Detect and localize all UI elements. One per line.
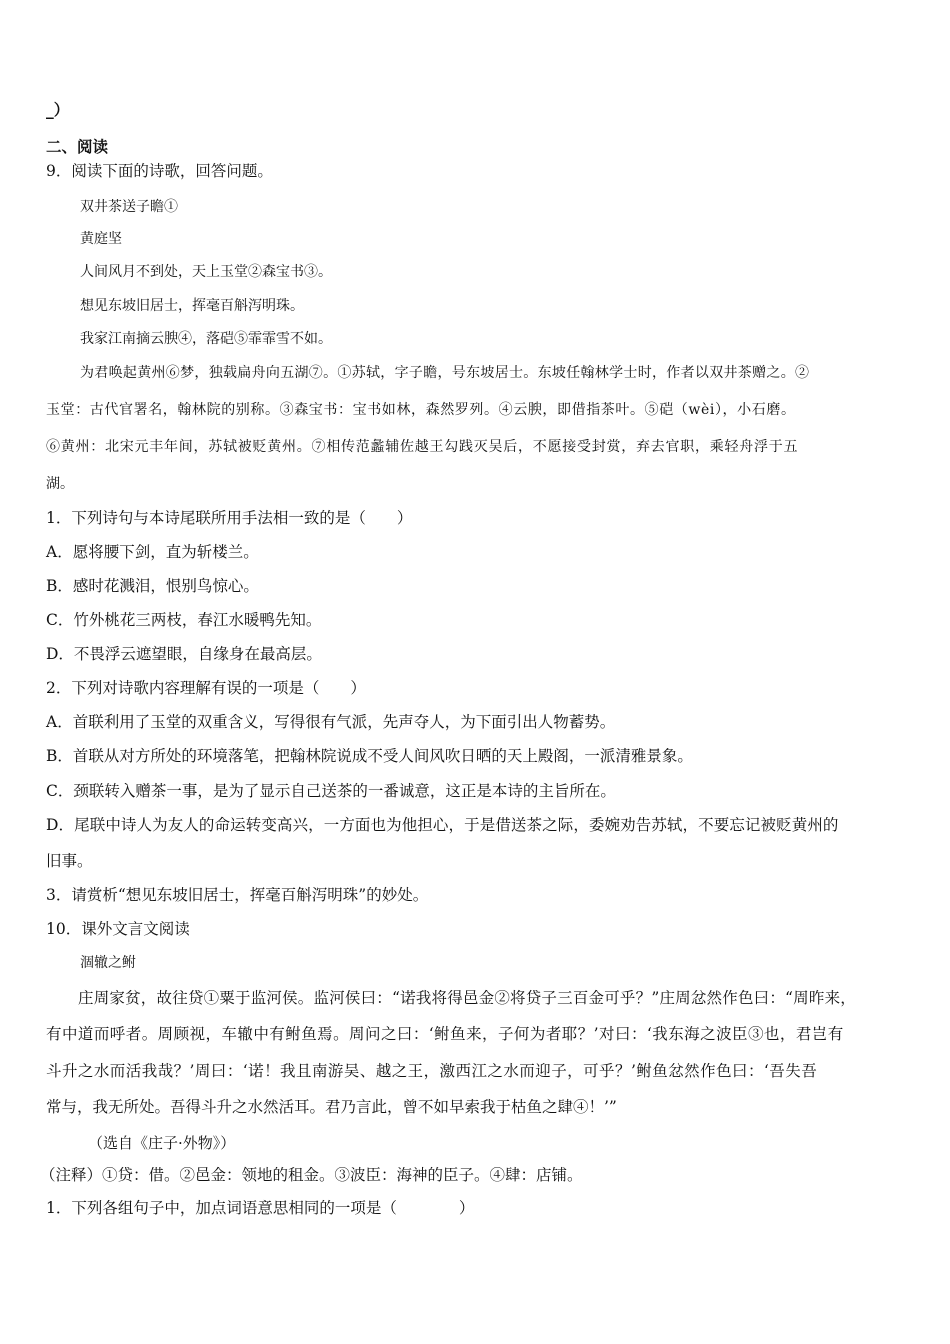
- poem-notes-line: 玉堂：古代官署名，翰林院的别称。③森宝书：宝书如林，森然罗列。④云腴，即借指茶叶。⑤硙（wèi），小石磨。: [46, 402, 796, 418]
- option-d: D．不畏浮云遮望眼，自缘身在最高层。: [46, 645, 322, 663]
- option-c: C．竹外桃花三两枝，春江水暖鸭先知。: [46, 611, 322, 629]
- poem-notes-line: 湖。: [46, 476, 74, 492]
- q9-sub1-question: 1．下列诗句与本诗尾联所用手法相一致的是（ ）: [46, 509, 413, 527]
- passage-line: 有中道而呼者。周顾视，车辙中有鲋鱼焉。周问之曰：‘鲋鱼来，子何为者耶？’对曰：‘我东海之波臣③也，君岂有: [46, 1025, 844, 1043]
- section-title: 二、阅读: [46, 137, 109, 156]
- passage-source: （选自《庄子·外物》）: [88, 1134, 236, 1152]
- passage-line: 常与，我无所处。吾得斗升之水然活耳。君乃言此，曾不如早索我于枯鱼之肆④！’”: [46, 1098, 617, 1116]
- poem-notes-line: 为君唤起黄州⑥梦，独载扁舟向五湖⑦。①苏轼，字子瞻，号东坡居士。东坡任翰林学士时，作者以双井茶赠之。②: [80, 365, 810, 381]
- poem-notes-line: ⑥黄州：北宋元丰年间，苏轼被贬黄州。⑦相传范蠡辅佐越王勾践灭吴后，不愿接受封赏，弃去官职，乘轻舟浮于五: [46, 439, 799, 455]
- poem-line: 我家江南摘云腴④，落硙⑤霏霏雪不如。: [80, 331, 332, 347]
- option-b: B．首联从对方所处的环境落笔，把翰林院说成不受人间风吹日晒的天上殿阁，一派清雅景象。: [46, 747, 693, 765]
- q9-stem: 9．阅读下面的诗歌，回答问题。: [46, 162, 273, 180]
- q10-stem: 10．课外文言文阅读: [46, 920, 190, 938]
- poem-line: 想见东坡旧居士，挥毫百斛泻明珠。: [80, 298, 304, 314]
- q10-sub1-question: 1．下列各组句子中，加点词语意思相同的一项是（ ）: [46, 1199, 475, 1217]
- option-c: C．颈联转入赠茶一事，是为了显示自己送茶的一番诚意，这正是本诗的主旨所在。: [46, 782, 616, 800]
- poem-title: 双井茶送子瞻①: [80, 199, 178, 215]
- poem-line: 人间风月不到处，天上玉堂②森宝书③。: [80, 264, 332, 280]
- option-a: A．愿将腰下剑，直为斩楼兰。: [46, 543, 259, 561]
- q9-sub3-question: 3．请赏析“想见东坡旧居士，挥毫百斛泻明珠”的妙处。: [46, 886, 429, 904]
- option-d-continued: 旧事。: [46, 852, 93, 870]
- passage-title: 涸辙之鲋: [80, 955, 136, 971]
- passage-line: 斗升之水而活我哉？’周曰：‘诺！我且南游吴、越之王，激西江之水而迎子，可乎？’鲋鱼忿然作色曰：‘吾失吾: [46, 1062, 818, 1080]
- option-a: A．首联利用了玉堂的双重含义，写得很有气派，先声夺人，为下面引出人物蓄势。: [46, 713, 616, 731]
- q9-sub2-question: 2．下列对诗歌内容理解有误的一项是（ ）: [46, 679, 366, 697]
- passage-line: 庄周家贫，故往贷①粟于监河侯。监河侯曰：“诺我将得邑金②将贷子三百金可乎？”庄周忿然作色曰：“周昨来，: [78, 989, 856, 1007]
- passage-notes: （注释）①贷：借。②邑金：领地的租金。③波臣：海神的臣子。④肆：店铺。: [40, 1166, 583, 1184]
- poem-author: 黄庭坚: [80, 231, 122, 247]
- option-b: B．感时花溅泪，恨别鸟惊心。: [46, 577, 259, 595]
- top-mark: _）: [46, 100, 70, 119]
- option-d: D．尾联中诗人为友人的命运转变高兴，一方面也为他担心，于是借送茶之际，委婉劝告苏轼，不要忘记被贬黄州的: [46, 816, 839, 834]
